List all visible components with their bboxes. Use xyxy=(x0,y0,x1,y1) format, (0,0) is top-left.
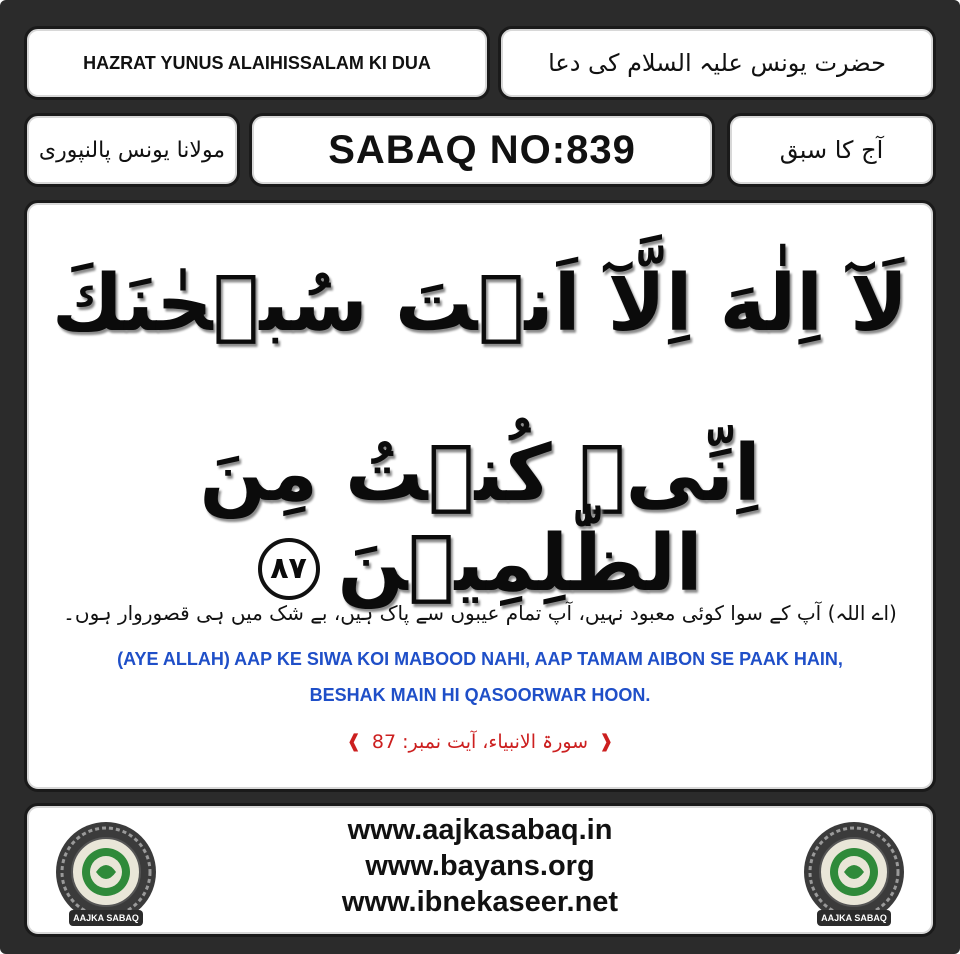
surah-reference xyxy=(27,731,933,753)
logo-caption-left: AAJKA SABAQ xyxy=(73,913,139,923)
footer-panel xyxy=(24,803,936,937)
aajka-sabaq-logo-right xyxy=(795,820,913,932)
author-panel xyxy=(24,113,240,187)
ayah-number-marker: ٨٧ xyxy=(258,538,320,600)
author-name: مولانا یونس پالنپوری xyxy=(38,137,226,163)
sabaq-number: SABAQ NO:839 xyxy=(328,127,636,172)
logo-caption-right: AAJKA SABAQ xyxy=(821,913,887,923)
link-aajkasabaq[interactable]: www.aajkasabaq.in xyxy=(347,814,613,846)
ornament-right-icon: ❰ xyxy=(598,731,614,752)
roman-translation-line-2: BESHAK MAIN HI QASOORWAR HOON. xyxy=(309,685,651,705)
surah-reference-box xyxy=(346,731,614,753)
link-bayans[interactable]: www.bayans.org xyxy=(365,850,595,882)
english-title: HAZRAT YUNUS ALAIHISSALAM KI DUA xyxy=(83,52,431,73)
link-ibnekaseer[interactable]: www.ibnekaseer.net xyxy=(341,886,619,918)
aaj-ka-sabaq-panel xyxy=(727,113,936,187)
urdu-title-panel xyxy=(498,26,936,100)
urdu-translation: (اے اللہ) آپ کے سوا کوئی معبود نہیں، آپ تمام عیبوں سے پاک ہیں، بے شک میں ہی قصوروار ہوں۔ xyxy=(63,601,897,625)
dua-panel xyxy=(24,200,936,792)
arabic-dua-line-1: لَآ اِلٰهَ اِلَّآ اَنۡتَ سُبۡحٰنَكَ xyxy=(51,259,909,349)
english-title-panel xyxy=(24,26,490,100)
arabic-dua-line-2-text: اِنِّىۡ كُنۡتُ مِنَ الظّٰلِمِيۡنَ xyxy=(199,429,761,609)
aaj-ka-sabaq-label: آج کا سبق xyxy=(779,136,884,164)
ornament-left-icon: ❱ xyxy=(346,731,362,752)
sabaq-number-panel xyxy=(249,113,715,187)
urdu-title: حضرت یونس علیہ السلام کی دعا xyxy=(548,49,886,77)
surah-reference-text: سورۃ الانبیاء، آیت نمبر: 87 xyxy=(371,731,589,753)
arabic-dua-line-2 xyxy=(27,429,933,609)
roman-translation-line-1: (AYE ALLAH) AAP KE SIWA KOI MABOOD NAHI, AAP TAMAM AIBON SE PAAK HAIN, xyxy=(117,649,843,669)
